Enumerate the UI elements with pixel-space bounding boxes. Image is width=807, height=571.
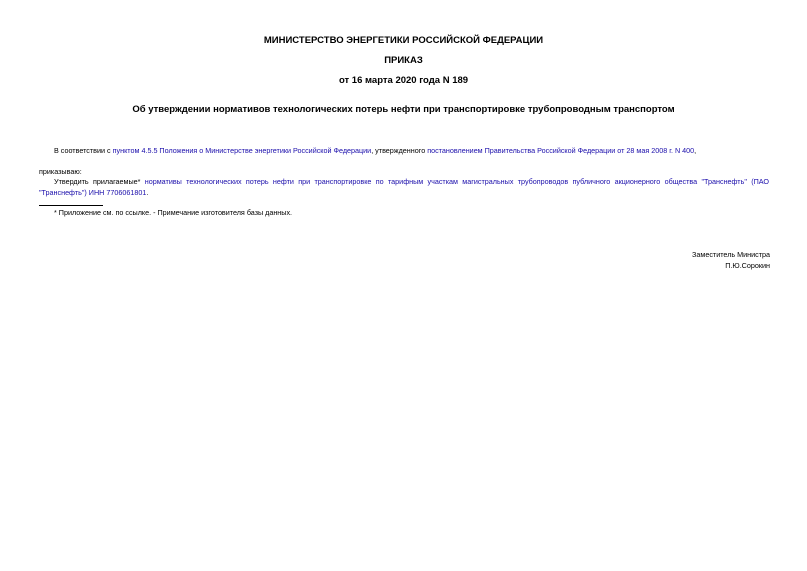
doc-type-heading: ПРИКАЗ	[384, 55, 423, 66]
signature-position: Заместитель Министра	[692, 250, 770, 259]
document-title: Об утверждении нормативов технологических потерь нефти при транспортировке трубопроводным транспортом	[132, 104, 675, 115]
signature-name: П.Ю.Сорокин	[725, 261, 770, 270]
order-word: приказываю:	[39, 167, 82, 176]
date-number: от 16 марта 2020 года N 189	[338, 75, 469, 86]
resolution-link[interactable]: постановлением Правительства Российской Федерации от 28 мая 2008 г. N 400	[427, 146, 695, 155]
approve-end: .	[146, 188, 149, 197]
approve-paragraph	[39, 176, 769, 198]
approve-prefix: Утвердить прилагаемые*	[54, 177, 145, 186]
ministry-heading: МИНИСТЕРСТВО ЭНЕРГЕТИКИ РОССИЙСКОЙ ФЕДЕРАЦИИ	[263, 35, 544, 46]
preamble-paragraph	[54, 145, 774, 156]
preamble-mid: , утвержденного	[371, 146, 428, 155]
norms-link[interactable]: нормативы технологических потерь нефти при транспортировке по тарифным участкам магистральных трубопроводов публичного акционерного общества "Транснефть" (ПАО "Транснефть") ИНН 7706061801	[39, 177, 769, 197]
footnote: * Приложение см. по ссылке. - Примечание изготовителя базы данных.	[54, 208, 293, 217]
footnote-divider	[39, 205, 103, 206]
preamble-prefix: В соответствии с	[54, 146, 113, 155]
regulation-link[interactable]: пунктом 4.5.5 Положения о Министерстве энергетики Российской Федерации	[112, 146, 372, 155]
preamble-end: ,	[694, 146, 697, 155]
